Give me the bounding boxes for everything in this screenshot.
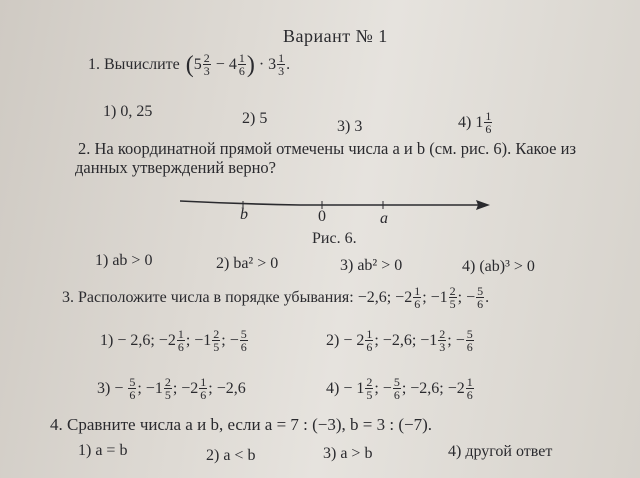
- fraction: [438, 328, 446, 353]
- q4-text: 4. Сравните числа a и b, если a = 7 : (−3), b = 3 : (−7).: [50, 415, 433, 434]
- denominator: 6: [240, 340, 247, 354]
- expr-text: .: [286, 55, 291, 73]
- expr-text: 1) 0, 25: [103, 103, 153, 120]
- numerator: 5: [129, 375, 136, 389]
- denominator: 3: [203, 64, 210, 78]
- expr-text: ; −: [422, 288, 440, 306]
- q1-label: 1. Вычислите: [88, 55, 180, 73]
- denominator: 5: [164, 388, 171, 402]
- q3-answer-3: [97, 376, 246, 401]
- numerator: 1: [414, 284, 421, 298]
- expr-text: ·: [254, 55, 269, 73]
- denominator: 6: [485, 122, 492, 136]
- parenthesis: (: [185, 51, 194, 78]
- denominator: 5: [449, 297, 456, 311]
- denominator: 3: [439, 340, 446, 354]
- expr-text: 3) 3: [337, 118, 363, 135]
- numerator: 1: [466, 375, 473, 389]
- whole-part: 1: [429, 331, 438, 349]
- expr-text: 1) − 2,6; −: [100, 331, 168, 349]
- numerator: 2: [449, 284, 456, 298]
- numerator: 5: [240, 327, 247, 341]
- fraction: [466, 328, 474, 353]
- numerator: 1: [200, 375, 207, 389]
- fraction: [199, 376, 207, 401]
- number-line-arrow: [476, 200, 490, 210]
- numerator: 2: [366, 375, 373, 389]
- fraction: [476, 285, 484, 310]
- denominator: 6: [200, 388, 207, 402]
- expr-text: ; −: [374, 379, 392, 397]
- label-a: a: [380, 210, 388, 227]
- expr-text: −: [211, 55, 229, 73]
- denominator: 5: [366, 388, 373, 402]
- numerator: 2: [164, 375, 171, 389]
- fraction: [365, 328, 373, 353]
- fraction: [177, 328, 185, 353]
- expr-text: .: [485, 288, 490, 306]
- q2-answer-3: 3) ab² > 0: [340, 257, 403, 274]
- whole-part: 1: [203, 331, 212, 349]
- q1-expression: [186, 52, 290, 77]
- q1-answer-3: [337, 118, 362, 136]
- q1-answer-2: [242, 110, 267, 128]
- q3-text: [62, 285, 489, 310]
- q1-answer-4: [458, 110, 493, 135]
- denominator: 6: [414, 297, 421, 311]
- q3-answer-1: [100, 328, 249, 353]
- fraction: [277, 52, 285, 77]
- denominator: 6: [238, 64, 245, 78]
- denominator: 6: [129, 388, 136, 402]
- expr-text: ; −: [137, 379, 155, 397]
- label-b: b: [240, 206, 248, 223]
- q2-text-line2: данных утверждений верно?: [75, 158, 276, 177]
- numerator: 2: [213, 327, 220, 341]
- number-line-axis: [180, 201, 485, 205]
- numerator: 1: [485, 109, 492, 123]
- numerator: 1: [366, 327, 373, 341]
- whole-part: 2: [190, 379, 199, 397]
- q4-answer-2: 2) a < b: [206, 447, 256, 464]
- expr-text: 2) −: [326, 331, 357, 349]
- expr-text: 2) 5: [242, 110, 268, 127]
- expr-text: 3) −: [97, 379, 128, 397]
- q3-answer-2: [326, 328, 475, 353]
- expr-text: ; −: [457, 288, 476, 306]
- expr-text: ; −2,6; −: [374, 331, 430, 349]
- expr-text: 3. Расположите числа в порядке убывания: −2,6; −: [62, 288, 405, 306]
- denominator: 5: [213, 340, 220, 354]
- expr-text: 4) −: [326, 379, 357, 397]
- whole-part: 3: [268, 55, 277, 73]
- whole-part: 2: [456, 379, 465, 397]
- numerator: 5: [477, 284, 484, 298]
- fraction: [466, 376, 474, 401]
- expr-text: ; −2,6; −: [401, 379, 457, 397]
- q1-row: [88, 52, 290, 77]
- parenthesis: ): [246, 51, 255, 78]
- variant-title: Вариант № 1: [283, 26, 388, 46]
- q4-answer-3: 3) a > b: [323, 445, 373, 462]
- whole-part: 2: [404, 288, 413, 306]
- fraction: [240, 328, 248, 353]
- denominator: 6: [466, 388, 473, 402]
- expr-text: ; −: [447, 331, 465, 349]
- q2-answer-1: 1) ab > 0: [95, 252, 153, 269]
- expr-text: ; −: [185, 331, 204, 349]
- fraction: [128, 376, 136, 401]
- q2-answer-2: 2) ba² > 0: [216, 255, 279, 272]
- q2-answer-4: 4) (ab)³ > 0: [462, 258, 535, 275]
- expr-text: ; −: [172, 379, 191, 397]
- figure-caption: Рис. 6.: [312, 230, 357, 247]
- whole-part: 2: [356, 331, 365, 349]
- fraction: [212, 328, 220, 353]
- numerator: 5: [466, 327, 473, 341]
- label-0: 0: [318, 208, 326, 225]
- q4-answer-4: 4) другой ответ: [448, 443, 553, 460]
- numerator: 2: [203, 51, 210, 65]
- fraction: [203, 52, 211, 77]
- whole-part: 1: [356, 379, 365, 397]
- numerator: 1: [238, 51, 245, 65]
- fraction: [393, 376, 401, 401]
- denominator: 3: [278, 64, 285, 78]
- fraction: [449, 285, 457, 310]
- expr-text: ; −: [221, 331, 239, 349]
- fraction: [238, 52, 246, 77]
- denominator: 6: [366, 340, 373, 354]
- fraction: [413, 285, 421, 310]
- whole-part: 4: [228, 55, 237, 73]
- expr-text: ; −2,6: [208, 379, 246, 397]
- whole-part: 5: [193, 55, 202, 73]
- denominator: 6: [393, 388, 400, 402]
- denominator: 6: [477, 297, 484, 311]
- whole-part: 2: [167, 331, 176, 349]
- numerator: 5: [393, 375, 400, 389]
- numerator: 1: [278, 51, 285, 65]
- q2-text-line1: 2. На координатной прямой отмечены числа a и b (см. рис. 6). Какое из: [78, 139, 576, 158]
- fraction: [164, 376, 172, 401]
- numerator: 2: [439, 327, 446, 341]
- q4-answer-1: 1) a = b: [78, 442, 128, 459]
- denominator: 6: [466, 340, 473, 354]
- whole-part: 1: [439, 288, 448, 306]
- whole-part: 1: [475, 113, 484, 131]
- whole-part: 1: [154, 379, 163, 397]
- fraction: [365, 376, 373, 401]
- q1-answer-1: [103, 103, 152, 121]
- fraction: [484, 110, 492, 135]
- expr-text: 4): [458, 113, 476, 131]
- number-line: [180, 195, 500, 225]
- q3-answer-4: [326, 376, 475, 401]
- numerator: 1: [177, 327, 184, 341]
- denominator: 6: [177, 340, 184, 354]
